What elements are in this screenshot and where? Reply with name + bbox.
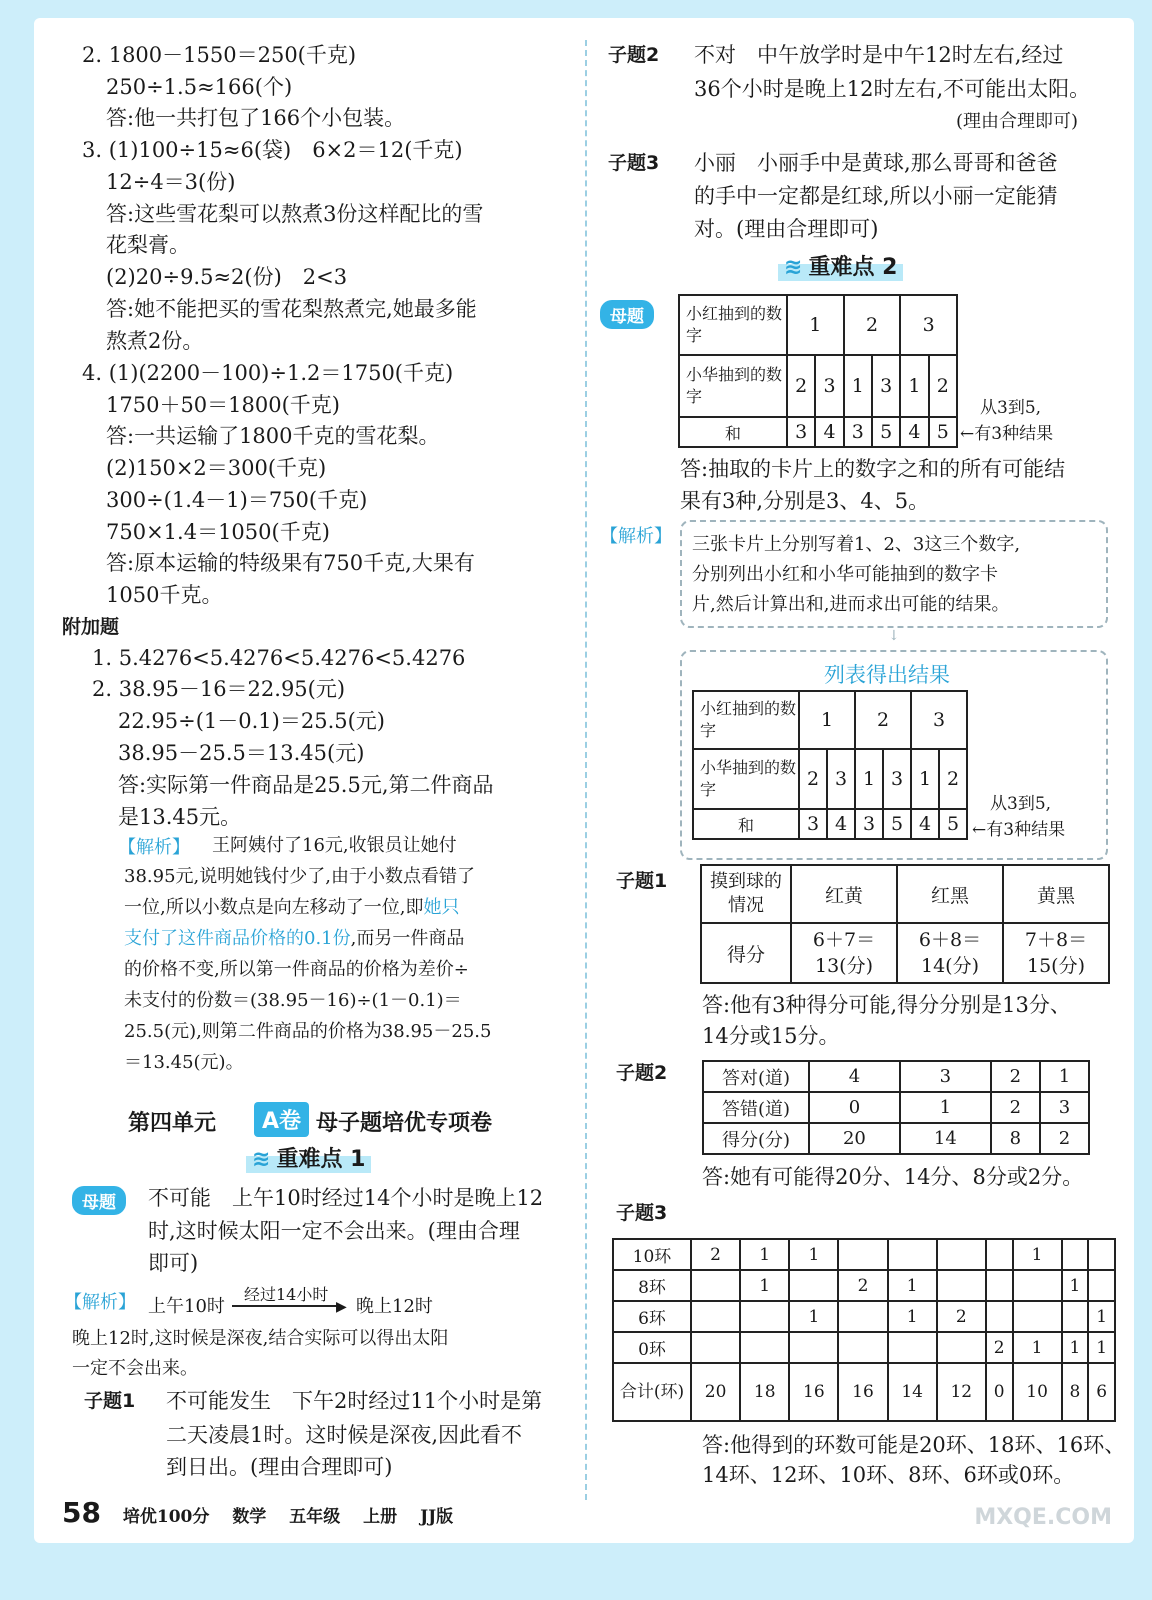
table-cell: 20 (691, 1363, 740, 1421)
answer-line: (2)20÷9.5≈2(份) 2<3 (106, 265, 348, 289)
arrow-icon (232, 1305, 340, 1307)
card-sum-table-analysis (692, 690, 968, 840)
analysis-line: 的价格不变,所以第一件商品的价格为差价÷ (124, 959, 469, 980)
table-cell (789, 1270, 838, 1301)
answer-line: 38.95－25.5＝13.45(元) (118, 741, 365, 765)
analysis-line: 38.95元,说明她钱付少了,由于小数点看错了 (124, 866, 475, 887)
table-cell (1062, 1239, 1089, 1270)
row-header: 答对(道) (703, 1061, 809, 1092)
key-point-label: 重难点 1 (276, 1147, 366, 1172)
timeline-label: 经过14小时 (244, 1285, 329, 1304)
table-cell (888, 1332, 937, 1363)
down-arrow-icon: ↓ (888, 628, 900, 644)
answer-line: 熬煮2份。 (106, 329, 204, 353)
table-cell (888, 1239, 937, 1270)
table-cell: 20 (809, 1123, 900, 1154)
page-number: 58 (62, 1496, 101, 1529)
table-cell: 16 (789, 1363, 838, 1421)
row-header: 摸到球的情况 (701, 865, 791, 923)
answer-line: 2. 1800－1550＝250(千克) (82, 43, 357, 67)
table-cell (791, 923, 897, 983)
analysis-label: 【解析】 (64, 1292, 136, 1313)
analysis-label: 【解析】 (118, 837, 190, 858)
answer-line: 答:她有可能得20分、14分、8分或2分。 (702, 1165, 1084, 1189)
table-cell: 3 (799, 809, 827, 839)
answer-line: 36个小时是晚上12时左右,不可能出太阳。 (694, 77, 1091, 101)
analysis-text: 一位,所以小数点是向左移动了一位,即 (124, 897, 424, 918)
answer-line: 4. (1)(2200－100)÷1.2＝1750(千克) (82, 361, 454, 385)
row-header: 小华抽到的数字 (693, 749, 799, 809)
table-cell (789, 1332, 838, 1363)
answer-line: 250÷1.5≈166(个) (106, 75, 293, 99)
analysis-line: 25.5(元),则第二件商品的价格为38.95－25.5 (124, 1021, 492, 1042)
table-cell: 3 (844, 417, 872, 447)
key-point-heading (246, 1142, 371, 1173)
table-cell: 5 (939, 809, 967, 839)
table-cell: 1 (740, 1270, 789, 1301)
cell-line: 6＋8＝ (918, 929, 982, 951)
table-cell: 1 (789, 1239, 838, 1270)
analysis-line (124, 893, 459, 923)
answer-line: 答:一共运输了1800千克的雪花梨。 (106, 424, 440, 448)
cell-line: 6＋7＝ (812, 929, 876, 951)
result-box-title: 列表得出结果 (824, 663, 950, 687)
row-header: 6环 (613, 1301, 691, 1332)
timeline-end: 晚上12时 (356, 1296, 433, 1317)
table-cell: 8 (1062, 1363, 1089, 1421)
table-cell: 5 (883, 809, 911, 839)
answer-line: 750×1.4＝1050(千克) (106, 520, 330, 544)
table-cell: 3 (900, 1061, 991, 1092)
table-cell: 1 (888, 1270, 937, 1301)
table-cell: 2 (799, 749, 827, 809)
table-cell: 1 (1013, 1239, 1062, 1270)
analysis-text: ,而另一件商品 (350, 928, 465, 949)
mother-question-tag: 母题 (72, 1186, 126, 1215)
analysis-highlight: 支付了这件商品价格的0.1份 (124, 928, 351, 949)
table-cell: 2 (787, 355, 815, 417)
table-cell: 1 (888, 1301, 937, 1332)
unit-heading: 第四单元 (128, 1111, 217, 1136)
table-cell (937, 1332, 986, 1363)
cell-line: 13(分) (814, 955, 873, 977)
table-cell (1088, 1239, 1115, 1270)
table-cell: 1 (911, 749, 939, 809)
analysis-line: 一定不会出来。 (72, 1358, 198, 1379)
table-cell: 4 (827, 809, 855, 839)
card-sum-table (678, 294, 958, 448)
table-cell: 2 (986, 1332, 1013, 1363)
key-point-label: 重难点 2 (808, 255, 898, 280)
row-header: 和 (693, 809, 799, 839)
table-cell: 3 (827, 749, 855, 809)
answer-line: 答:他一共打包了166个小包装。 (106, 106, 406, 130)
table-cell: 12 (937, 1363, 986, 1421)
table-cell: 3 (787, 417, 815, 447)
table-cell: 4 (900, 417, 928, 447)
analysis-line: 分别列出小红和小华可能抽到的数字卡 (692, 564, 998, 585)
table-cell (691, 1301, 740, 1332)
answer-line: 答:他有3种得分可能,得分分别是13分、 (702, 993, 1071, 1017)
row-header: 小华抽到的数字 (679, 355, 787, 417)
table-cell: 1 (900, 1092, 991, 1123)
row-header: 得分 (701, 923, 791, 983)
answer-line: 答:她不能把买的雪花梨熬煮完,她最多能 (106, 297, 477, 321)
table-cell: 3 (900, 295, 957, 355)
answer-line: 二天凌晨1时。这时候是深夜,因此看不 (166, 1423, 523, 1447)
table-cell: 5 (929, 417, 957, 447)
cell-line: 7＋8＝ (1024, 929, 1088, 951)
analysis-line (124, 924, 464, 954)
answer-line: 不对 中午放学时是中午12时左右,经过 (694, 43, 1064, 67)
mother-question-tag: 母题 (600, 300, 654, 329)
table-cell: 1 (799, 691, 855, 749)
row-header: 0环 (613, 1332, 691, 1363)
table-cell: 1 (844, 355, 872, 417)
table-cell: 1 (1062, 1332, 1089, 1363)
table-cell (838, 1239, 887, 1270)
answer-line: 22.95÷(1－0.1)＝25.5(元) (118, 709, 386, 733)
analysis-line: 王阿姨付了16元,收银员让她付 (212, 835, 457, 856)
row-header: 小红抽到的数字 (679, 295, 787, 355)
table-cell (691, 1332, 740, 1363)
answer-line: 的手中一定都是红球,所以小丽一定能猜 (694, 184, 1058, 208)
table-cell: 3 (883, 749, 911, 809)
analysis-line: 未支付的份数＝(38.95－16)÷(1－0.1)＝ (124, 990, 462, 1011)
analysis-line: 三张卡片上分别写着1、2、3这三个数字, (692, 534, 1021, 555)
answer-line: 3. (1)100÷15≈6(袋) 6×2＝12(千克) (82, 138, 463, 162)
row-header: 得分(分) (703, 1123, 809, 1154)
table-cell (1003, 923, 1109, 983)
table-cell: 3 (1040, 1092, 1089, 1123)
sub-question-label: 子题3 (608, 152, 660, 174)
wave-icon: ≋ (784, 255, 803, 280)
table-cell: 2 (929, 355, 957, 417)
answer-line: (2)150×2＝300(千克) (106, 456, 327, 480)
table-note: 从3到5, (980, 398, 1042, 418)
answer-line: 答:原本运输的特级果有750千克,大果有 (106, 551, 475, 575)
answer-line: 不可能 上午10时经过14个小时是晚上12 (148, 1186, 544, 1210)
table-cell: 6 (1088, 1363, 1115, 1421)
table-cell: 1 (1062, 1270, 1089, 1301)
table-cell (986, 1239, 1013, 1270)
table-cell: 2 (691, 1239, 740, 1270)
table-cell: 18 (740, 1363, 789, 1421)
answer-line: 1750＋50＝1800(千克) (106, 393, 340, 417)
table-cell: 14 (888, 1363, 937, 1421)
answer-line: 答:抽取的卡片上的数字之和的所有可能结 (680, 457, 1066, 481)
table-cell: 14 (900, 1123, 991, 1154)
table-cell (740, 1332, 789, 1363)
table-cell: 4 (911, 809, 939, 839)
analysis-line: ＝13.45(元)。 (124, 1052, 244, 1073)
answer-line: 答:实际第一件商品是25.5元,第二件商品 (118, 773, 494, 797)
unit-title: 母子题培优专项卷 (316, 1111, 493, 1136)
table-cell (1013, 1301, 1062, 1332)
table-note-text: 有3种结果 (974, 424, 1054, 444)
table-cell: 1 (1088, 1332, 1115, 1363)
table-cell: 1 (900, 355, 928, 417)
table-cell (1062, 1301, 1089, 1332)
table-note: ←有3种结果 (972, 820, 1066, 840)
answer-line: 对。(理由合理即可) (694, 217, 879, 241)
analysis-highlight: 她只 (423, 897, 460, 918)
table-cell: 3 (855, 809, 883, 839)
row-header: 合计(环) (613, 1363, 691, 1421)
table-note-text: 有3种结果 (986, 820, 1066, 840)
table-cell (1088, 1270, 1115, 1301)
volume-badge: A卷 (254, 1102, 309, 1137)
answer-line: 1. 5.4276<5.4276<5.4276<5.4276 (92, 646, 466, 670)
table-cell: 1 (789, 1301, 838, 1332)
watermark: MXQE.COM (974, 1505, 1112, 1530)
term: 上册 (363, 1507, 398, 1527)
table-cell: 2 (991, 1061, 1040, 1092)
table-note: 从3到5, (990, 794, 1052, 814)
table-cell: 1 (1088, 1301, 1115, 1332)
table-cell: 红黑 (897, 865, 1003, 923)
wave-icon: ≋ (252, 1147, 271, 1172)
book-title: 培优100分 (122, 1507, 210, 1527)
table-cell: 黄黑 (1003, 865, 1109, 923)
answer-line: 小丽 小丽手中是黄球,那么哥哥和爸爸 (694, 151, 1058, 175)
row-header: 和 (679, 417, 787, 447)
column-divider (585, 40, 587, 1500)
ball-score-table (700, 864, 1110, 984)
cell-line: 15(分) (1026, 955, 1085, 977)
answer-line: 2. 38.95－16＝22.95(元) (92, 677, 346, 701)
table-cell: 3 (911, 691, 967, 749)
sub-question-label: 子题3 (616, 1202, 668, 1224)
table-cell: 2 (1040, 1123, 1089, 1154)
sub-question-label: 子题1 (616, 870, 668, 892)
row-header: 小红抽到的数字 (693, 691, 799, 749)
table-cell (691, 1270, 740, 1301)
quiz-score-table (702, 1060, 1090, 1155)
analysis-line: 片,然后计算出和,进而求出可能的结果。 (692, 594, 1010, 615)
key-point-heading (778, 250, 903, 281)
answer-line: 300÷(1.4－1)＝750(千克) (106, 488, 368, 512)
table-cell: 2 (939, 749, 967, 809)
answer-line: 14环、12环、10环、8环、6环或0环。 (702, 1463, 1075, 1487)
table-cell: 10 (1013, 1363, 1062, 1421)
answer-line: 花梨膏。 (106, 233, 190, 257)
answer-line: 答:这些雪花梨可以熬煮3份这样配比的雪 (106, 202, 484, 226)
table-cell: 1 (1013, 1332, 1062, 1363)
table-cell: 0 (809, 1092, 900, 1123)
table-cell (937, 1239, 986, 1270)
row-header: 答错(道) (703, 1092, 809, 1123)
row-header: 10环 (613, 1239, 691, 1270)
analysis-line: 晚上12时,这时候是深夜,结合实际可以得出太阳 (72, 1328, 449, 1349)
answer-line: 是13.45元。 (118, 805, 242, 829)
grade: 五年级 (289, 1507, 341, 1527)
table-cell (937, 1270, 986, 1301)
table-cell: 1 (855, 749, 883, 809)
table-cell (986, 1270, 1013, 1301)
subject: 数学 (232, 1507, 267, 1527)
answer-line: 12÷4＝3(份) (106, 170, 236, 194)
table-cell (986, 1301, 1013, 1332)
table-note: ←有3种结果 (960, 424, 1054, 444)
table-cell: 8 (991, 1123, 1040, 1154)
table-cell: 4 (815, 417, 843, 447)
table-cell: 1 (787, 295, 844, 355)
answer-line: 不可能发生 下午2时经过11个小时是第 (166, 1389, 543, 1413)
table-cell: 5 (872, 417, 900, 447)
table-cell: 2 (855, 691, 911, 749)
table-cell: 1 (1040, 1061, 1089, 1092)
table-cell (838, 1301, 887, 1332)
table-cell (838, 1332, 887, 1363)
answer-line: 14分或15分。 (702, 1024, 840, 1048)
answer-line: 答:他得到的环数可能是20环、18环、16环、 (702, 1433, 1126, 1457)
table-cell: 红黄 (791, 865, 897, 923)
table-cell: 4 (809, 1061, 900, 1092)
answer-line: 果有3种,分别是3、4、5。 (680, 489, 930, 513)
table-cell: 3 (872, 355, 900, 417)
analysis-label: 【解析】 (600, 526, 672, 547)
table-cell (1013, 1270, 1062, 1301)
sub-question-label: 子题2 (616, 1062, 668, 1084)
sub-question-label: 子题1 (84, 1390, 136, 1412)
table-cell (740, 1301, 789, 1332)
answer-line: 1050千克。 (106, 583, 223, 607)
table-cell (897, 923, 1003, 983)
table-cell: 2 (838, 1270, 887, 1301)
table-cell: 0 (986, 1363, 1013, 1421)
answer-line: 到日出。(理由合理即可) (166, 1455, 393, 1479)
timeline-start: 上午10时 (148, 1296, 225, 1317)
cell-line: 14(分) (920, 955, 979, 977)
answer-line: 时,这时候太阳一定不会出来。(理由合理 (148, 1219, 520, 1243)
table-cell: 1 (740, 1239, 789, 1270)
answer-line: (理由合理即可) (956, 111, 1079, 132)
table-cell: 2 (844, 295, 901, 355)
sub-question-label: 子题2 (608, 44, 660, 66)
row-header: 8环 (613, 1270, 691, 1301)
arrow-head-icon: ▶ (336, 1299, 347, 1315)
answer-line: 即可) (148, 1251, 199, 1275)
table-cell: 3 (815, 355, 843, 417)
page-footer (62, 1496, 453, 1529)
edition: JJ版 (420, 1507, 454, 1527)
table-cell: 2 (991, 1092, 1040, 1123)
table-cell: 2 (937, 1301, 986, 1332)
section-heading: 附加题 (62, 616, 120, 638)
ring-score-table (612, 1238, 1116, 1422)
table-cell: 16 (838, 1363, 887, 1421)
